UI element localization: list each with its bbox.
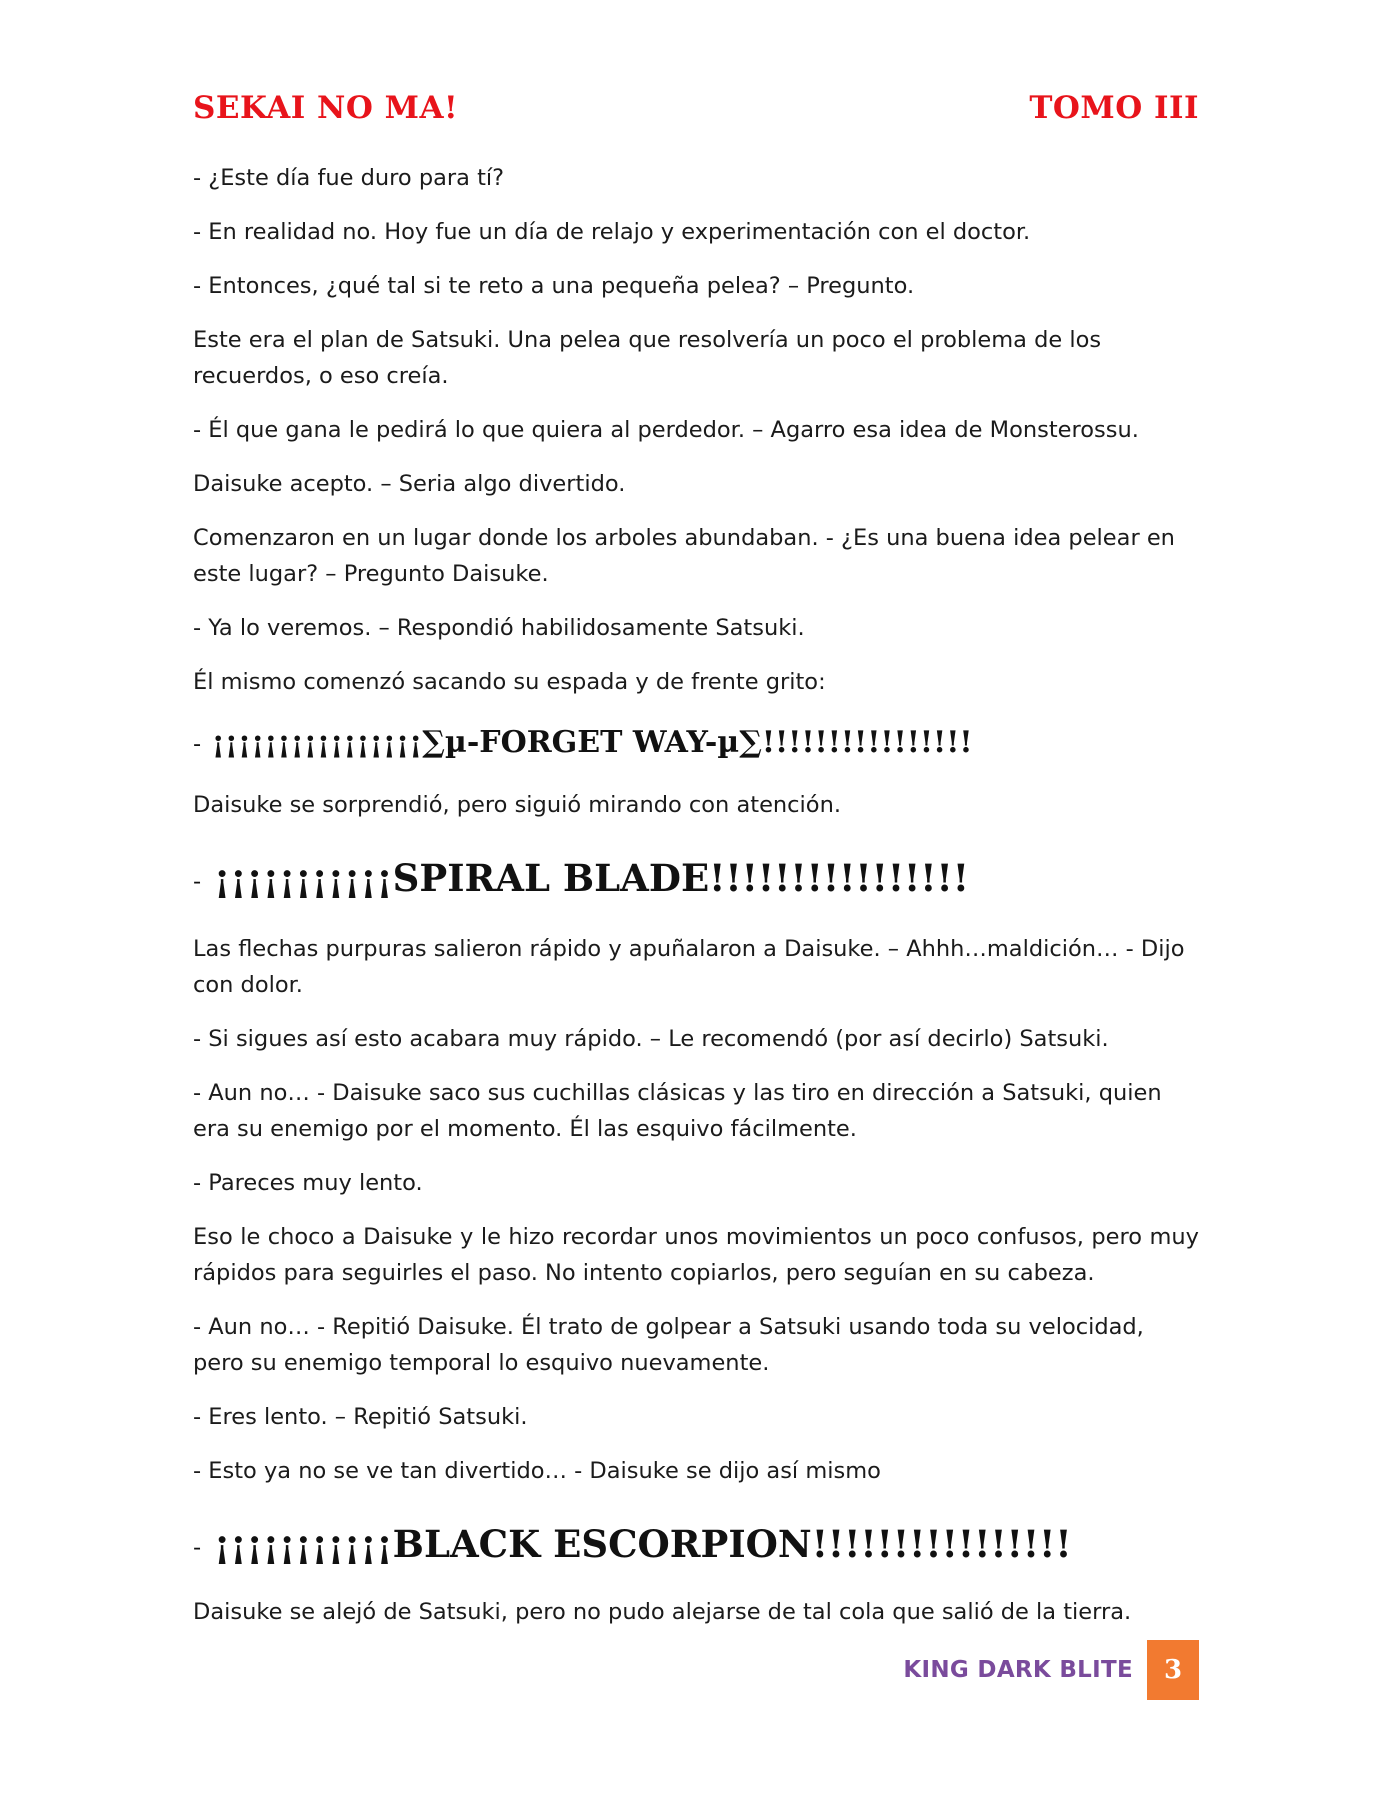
page-header — [193, 88, 1199, 128]
page-body — [193, 160, 1199, 1648]
attack-forget-way-text: ¡¡¡¡¡¡¡¡¡¡¡¡¡¡¡¡∑µ-FORGET WAY-µ∑!!!!!!!!!!!!!!!! — [211, 725, 973, 760]
page-number: 3 — [1163, 1655, 1183, 1685]
paragraph-8: - Ya lo veremos. – Respondió habilidosamente Satsuki. — [193, 615, 805, 641]
paragraph-15: Eso le choco a Daisuke y le hizo recordar unos movimientos un poco confusos, pero muy rápidos para seguirles el paso. No intento copiarlos, pero seguían en su cabeza. — [193, 1223, 1199, 1286]
paragraph-2: - En realidad no. Hoy fue un día de relajo y experimentación con el doctor. — [193, 219, 1031, 245]
paragraph-14: - Pareces muy lento. — [193, 1169, 423, 1196]
attack-black-escorpion — [193, 1515, 1199, 1577]
paragraph-7: Comenzaron en un lugar donde los arboles abundaban. - ¿Es una buena idea pelear en este lugar? – Pregunto Daisuke. — [193, 525, 1175, 587]
paragraph-11: Las flechas purpuras salieron rápido y apuñalaron a Daisuke. – Ahhh…maldición… - Dijo con dolor. — [193, 935, 1185, 998]
paragraph-17: - Eres lento. – Repitió Satsuki. — [193, 1403, 528, 1430]
paragraph-13: - Aun no… - Daisuke saco sus cuchillas clásicas y las tiro en dirección a Satsuki, quien era su enemigo por el momento. Él las esquivo fácilmente. — [193, 1079, 1162, 1142]
footer-author: KING DARK BLITE — [903, 1657, 1133, 1683]
paragraph-1: - ¿Este día fue duro para tí? — [193, 165, 505, 191]
paragraph-16: - Aun no… - Repitió Daisuke. Él trato de golpear a Satsuki usando toda su velocidad, pero su enemigo temporal lo esquivo nuevamente. — [193, 1313, 1144, 1376]
attack-forget-way — [193, 718, 1199, 769]
page-footer — [193, 1640, 1199, 1700]
attack-dash: - — [193, 1534, 202, 1560]
attack-dash: - — [193, 731, 202, 757]
paragraph-4: Este era el plan de Satsuki. Una pelea que resolvería un poco el problema de los recuerdos, o eso creía. — [193, 327, 1102, 389]
attack-black-escorpion-text: ¡¡¡¡¡¡¡¡¡¡¡BLACK ESCORPION!!!!!!!!!!!!!!!! — [214, 1521, 1072, 1566]
paragraph-12: - Si sigues así esto acabara muy rápido. – Le recomendó (por así decirlo) Satsuki. — [193, 1025, 1109, 1052]
page-number-badge — [1147, 1640, 1199, 1700]
paragraph-9: Él mismo comenzó sacando su espada y de frente grito: — [193, 669, 826, 695]
paragraph-18: - Esto ya no se ve tan divertido… - Daisuke se dijo así mismo — [193, 1457, 881, 1484]
header-book-title: SEKAI NO MA! — [193, 90, 459, 126]
paragraph-10: Daisuke se sorprendió, pero siguió mirando con atención. — [193, 792, 841, 818]
attack-spiral-blade-text: ¡¡¡¡¡¡¡¡¡¡¡SPIRAL BLADE!!!!!!!!!!!!!!!! — [214, 856, 970, 900]
paragraph-19: Daisuke se alejó de Satsuki, pero no pudo alejarse de tal cola que salió de la tierra. — [193, 1599, 1132, 1625]
attack-dash: - — [193, 868, 202, 895]
paragraph-5: - Él que gana le pedirá lo que quiera al perdedor. – Agarro esa idea de Monsterossu. — [193, 417, 1139, 443]
header-volume-title: TOMO III — [1029, 90, 1199, 126]
paragraph-6: Daisuke acepto. – Seria algo divertido. — [193, 471, 626, 497]
attack-spiral-blade — [193, 849, 1199, 911]
paragraph-3: - Entonces, ¿qué tal si te reto a una pequeña pelea? – Pregunto. — [193, 273, 915, 299]
